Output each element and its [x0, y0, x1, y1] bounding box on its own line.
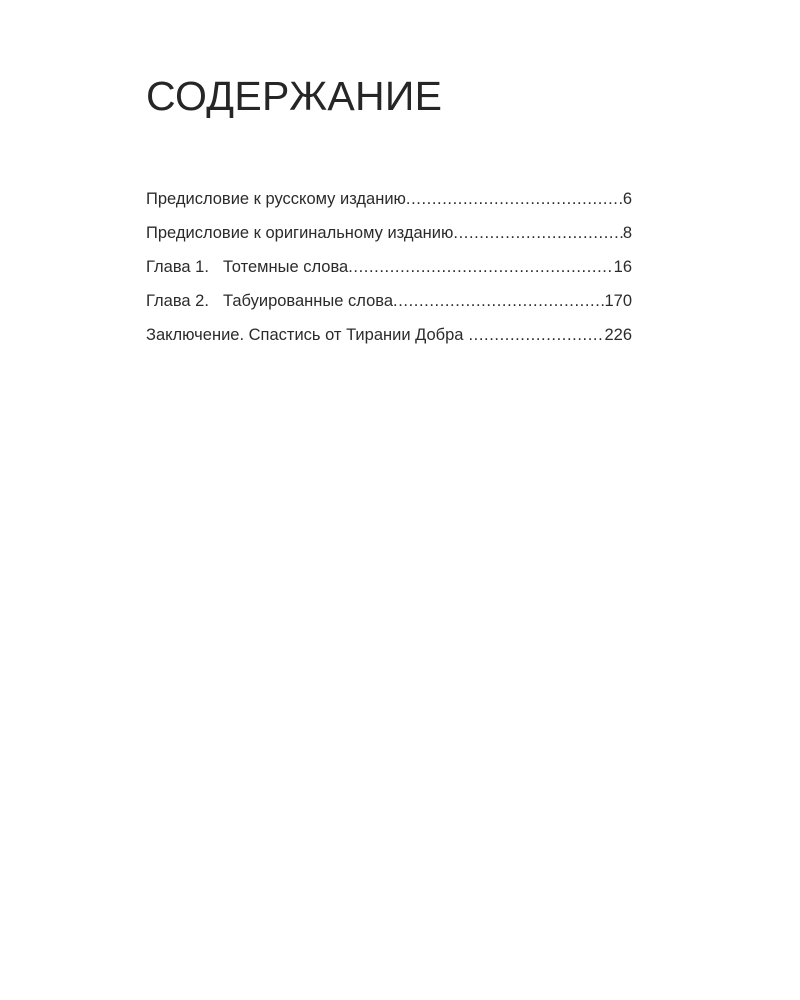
toc-entry-label: Тотемные слова [223, 258, 349, 276]
toc-dot-leader [406, 188, 623, 210]
toc-page-number: 226 [604, 326, 632, 344]
toc-entry-label: Табуированные слова [223, 292, 394, 310]
toc-chapter-number: Глава 2. [146, 292, 209, 310]
toc-page-number: 16 [613, 258, 632, 276]
toc-page-number: 170 [604, 292, 632, 310]
toc-chapter-number: Глава 1. [146, 258, 209, 276]
toc-entry-label-wrap [146, 256, 348, 278]
toc-list [146, 188, 632, 358]
toc-page-number: 8 [622, 224, 632, 242]
toc-entry-preface-russian[interactable] [146, 188, 632, 222]
toc-page-number: 6 [622, 190, 632, 208]
toc-entry-label: Заключение. Спастись от Тирании Добра [146, 326, 464, 344]
toc-title: СОДЕРЖАНИЕ [146, 73, 443, 119]
toc-entry-label-wrap [146, 290, 393, 312]
toc-dot-leader [453, 222, 622, 244]
toc-dot-leader [393, 290, 604, 312]
toc-entry-conclusion[interactable] [146, 324, 632, 358]
toc-dot-leader [348, 256, 613, 278]
toc-entry-chapter-2[interactable] [146, 290, 632, 324]
toc-dot-leader [463, 324, 604, 346]
toc-entry-label: Предисловие к оригинальному изданию [146, 224, 454, 242]
toc-entry-chapter-1[interactable] [146, 256, 632, 290]
toc-entry-label: Предисловие к русскому изданию [146, 190, 406, 208]
toc-entry-preface-original[interactable] [146, 222, 632, 256]
